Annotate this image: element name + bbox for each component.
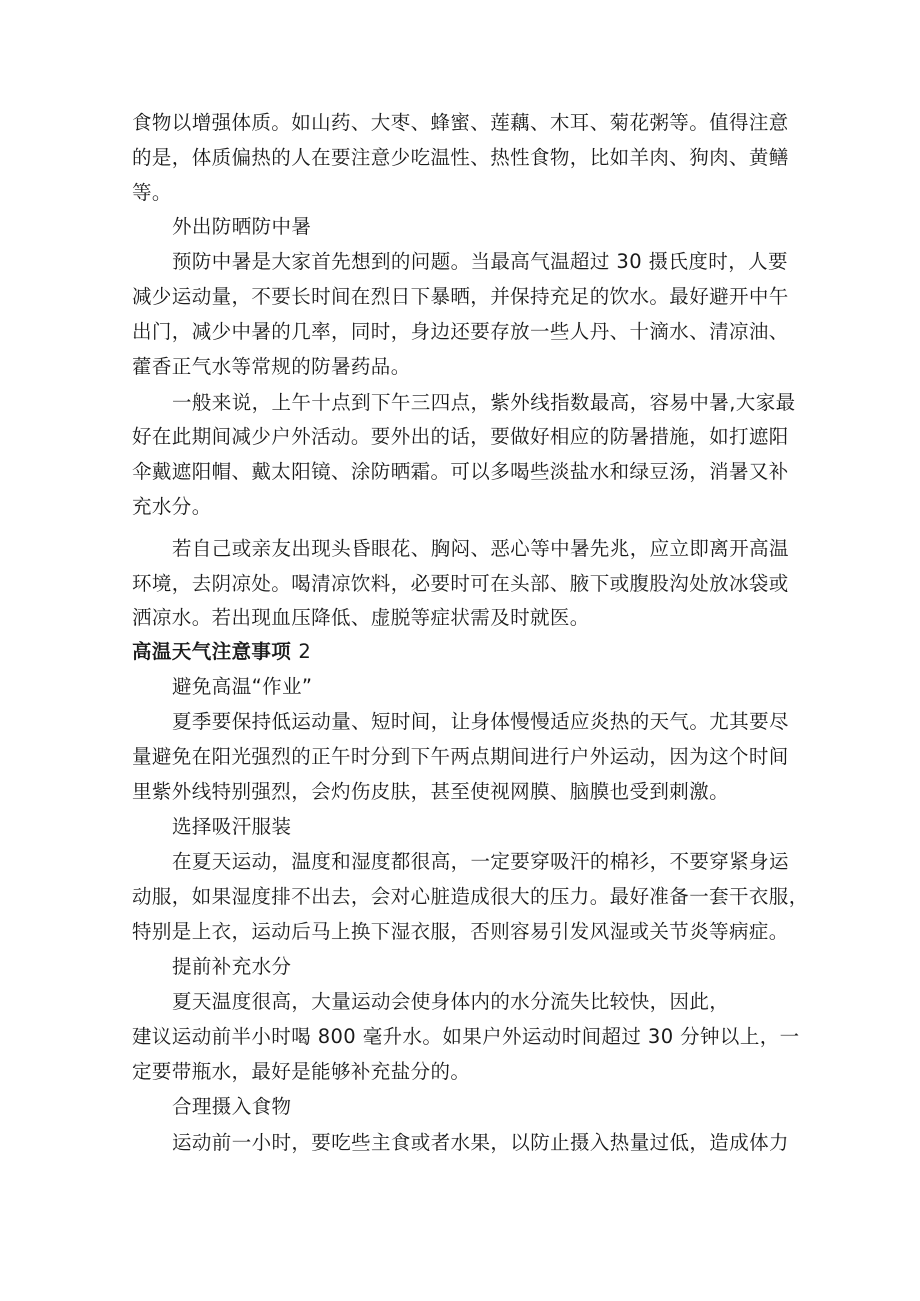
body-text-line: 环境，去阴凉处。喝清凉饮料，必要时可在头部、腋下或腹股沟处放冰袋或: [132, 572, 789, 595]
section-subheading: 外出防晒防中暑: [172, 215, 312, 238]
body-text-line: 伞戴遮阳帽、戴太阳镜、涂防晒霜。可以多喝些淡盐水和绿豆汤，消暑又补: [132, 460, 789, 483]
body-text-line: 运动前一小时，要吃些主食或者水果，以防止摄入热量过低，造成体力: [172, 1131, 789, 1154]
body-text-line: 夏季要保持低运动量、短时间，让身体慢慢适应炎热的天气。尤其要尽: [172, 710, 789, 733]
body-text-line: 预防中暑是大家首先想到的问题。当最高气温超过 30 摄氏度时，人要: [172, 250, 788, 273]
body-text-line: 的是，体质偏热的人在要注意少吃温性、热性食物，比如羊肉、狗肉、黄鳝: [132, 146, 789, 169]
body-text-line: 特别是上衣，运动后马上换下湿衣服，否则容易引发风湿或关节炎等病症。: [132, 920, 789, 943]
section-heading: [132, 639, 311, 665]
body-text-line: 在夏天运动，温度和湿度都很高，一定要穿吸汗的棉衫，不要穿紧身运: [172, 850, 789, 873]
body-text-line: 定要带瓶水，最好是能够补充盐分的。: [132, 1060, 471, 1083]
body-text-line: 里紫外线特别强烈，会灼伤皮肤，甚至使视网膜、脑膜也受到刺激。: [132, 780, 730, 803]
body-text-line: 减少运动量，不要长时间在烈日下暴晒，并保持充足的饮水。最好避开中午: [132, 285, 789, 308]
body-text-line: 充水分。: [132, 495, 212, 518]
section-subheading: 避免高温“作业”: [172, 675, 313, 698]
body-text-line: 食物以增强体质。如山药、大枣、蜂蜜、莲藕、木耳、菊花粥等。值得注意: [132, 111, 789, 134]
body-text-line: 量避免在阳光强烈的正午时分到下午两点期间进行户外运动，因为这个时间: [132, 745, 789, 768]
body-text-line: 好在此期间减少户外活动。要外出的话，要做好相应的防暑措施，如打遮阳: [132, 425, 789, 448]
body-text-line: 洒凉水。若出现血压降低、虚脱等症状需及时就医。: [132, 606, 590, 629]
body-text-line: 等。: [132, 181, 172, 204]
section-subheading: 选择吸汗服装: [172, 815, 292, 838]
body-text-line: 动服，如果湿度排不出去，会对心脏造成很大的压力。最好准备一套干衣服，: [132, 885, 809, 908]
section-heading-title: 高温天气注意事项: [132, 640, 292, 663]
body-text-line: 出门，减少中暑的几率，同时，身边还要存放一些人丹、十滴水、清凉油、: [132, 320, 789, 343]
body-text-line: 若自己或亲友出现头昏眼花、胸闷、恶心等中暑先兆，应立即离开高温: [172, 537, 789, 560]
section-subheading: 提前补充水分: [172, 955, 292, 978]
body-text-line: 建议运动前半小时喝 800 毫升水。如果户外运动时间超过 30 分钟以上，一: [132, 1025, 800, 1048]
section-heading-number: 2: [298, 640, 312, 663]
section-subheading: 合理摄入食物: [172, 1095, 292, 1118]
body-text-line: 一般来说，上午十点到下午三四点，紫外线指数最高，容易中暑,大家最: [172, 391, 796, 414]
body-text-line: 夏天温度很高，大量运动会使身体内的水分流失比较快，因此，: [172, 990, 730, 1013]
body-text-line: 藿香正气水等常规的防暑药品。: [132, 355, 411, 378]
